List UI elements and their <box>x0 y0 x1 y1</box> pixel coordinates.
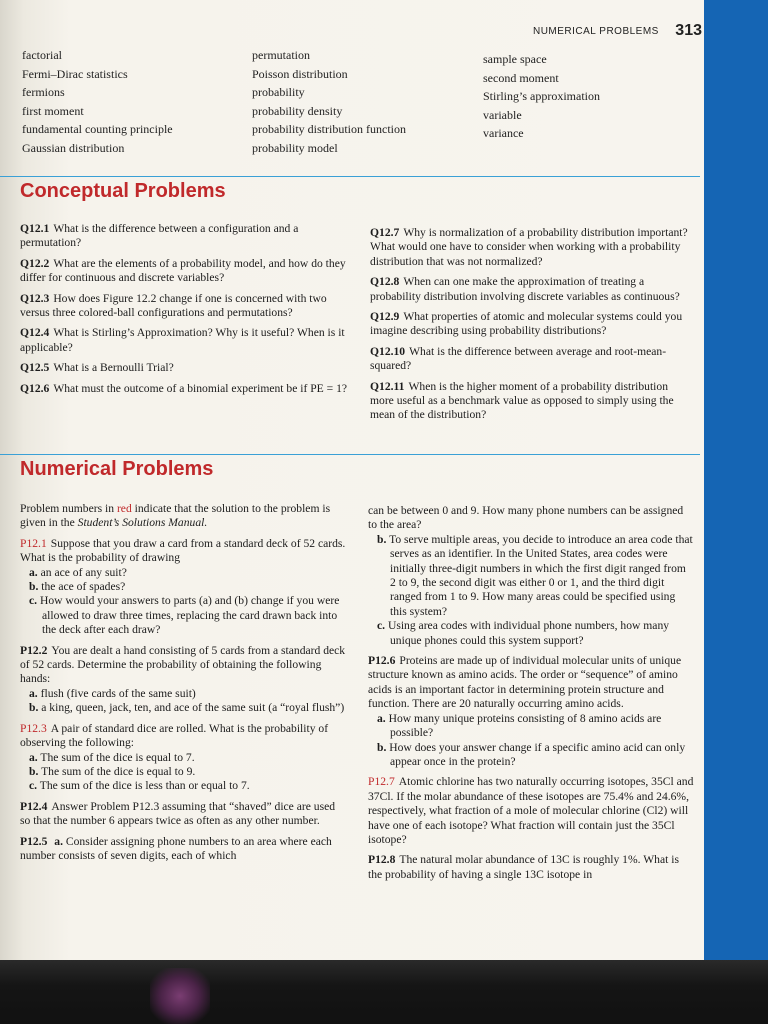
problem-p12-7: P12.7 Atomic chlorine has two naturally occurring isotopes, 35Cl and 37Cl. If the molar abundance of these isotopes are 75.4% and 24.6%, respectively, what fraction of a mole of molecular chlorine (Cl2) will have one of each isotope? What fraction will contain just the 35Cl isotope? <box>368 775 694 846</box>
problem-p12-2: P12.2 You are dealt a hand consisting of 5 cards from a standard deck of 52 cards. Determine the probability of obtaining the following hands: a. flush (five cards of the same suit) b. a king, queen, jack, ten, and ace of the same suit (a “royal flush”) <box>20 643 346 715</box>
question-item: Q12.10 What is the difference between average and root-mean-squared? <box>370 344 667 373</box>
question-item: Q12.7 Why is normalization of a probability distribution important? What would one have to consider when working with a probability distribution that was not normalized? <box>370 226 688 268</box>
page-edge-tab <box>704 0 768 960</box>
key-terms-col-2 <box>252 46 406 158</box>
problem-p12-8: P12.8 The natural molar abundance of 13C is roughly 1%. What is the probability of having a single 13C isotope in <box>368 853 679 881</box>
term: Fermi–Dirac statistics <box>22 66 128 81</box>
problem-p12-3: P12.3 A pair of standard dice are rolled. What is the probability of observing the following: a. The sum of the dice is equal to 7. b. The sum of the dice is equal to 9. c. The sum of the dice is less than or equal to 7. <box>20 721 329 793</box>
numerical-left-column <box>20 502 348 869</box>
numerical-right-column <box>368 504 694 888</box>
term: factorial <box>22 48 62 62</box>
key-terms-col-1 <box>22 46 173 158</box>
term: second moment <box>483 70 559 85</box>
term: fermions <box>22 85 65 100</box>
term: first moment <box>22 103 84 118</box>
question-item: Q12.11 When is the higher moment of a probability distribution more useful as a benchmark value as opposed to simply using the mean of the distribution? <box>370 379 674 422</box>
question-item: Q12.1 What is the difference between a configuration and a permutation? <box>20 222 299 250</box>
question-item: Q12.5 What is a Bernoulli Trial? <box>20 361 174 375</box>
page-header <box>533 22 702 40</box>
term: Poisson distribution <box>252 66 348 81</box>
term: variable <box>483 107 522 122</box>
section-divider <box>0 176 700 177</box>
question-item: Q12.3 How does Figure 12.2 change if one is concerned with two versus three colored-ball configurations and permutations? <box>20 291 327 320</box>
conceptual-right-column <box>370 226 692 429</box>
question-item: Q12.6 What must the outcome of a binomial experiment be if PE = 1? <box>20 381 348 395</box>
question-item: Q12.4 What is Stirling’s Approximation? Why is it useful? When is it applicable? <box>20 326 345 354</box>
background-surface <box>0 960 768 1024</box>
term: probability density <box>252 103 343 118</box>
problem-p12-5: P12.5 a. Consider assigning phone numbers to an area where each number consists of seven digits, each of which <box>20 834 332 862</box>
conceptual-problems-title: Conceptual Problems <box>20 180 226 202</box>
running-title: NUMERICAL PROBLEMS <box>532 25 659 37</box>
instructions-note: Problem numbers in red indicate that the solution to the problem is given in the Student’s Solutions Manual. <box>20 502 331 530</box>
problem-p12-5-continued: can be between 0 and 9. How many phone numbers can be assigned to the area? b. To serve multiple areas, you decide to introduce an area code that serves as an identifier. In the United States, area codes were initially three-digit numbers in which the first digit ranged from 2 to 9, the second digit was either 0 or 1, and the third digit ranged from 1 to 9. How many areas could be specified using this system? c. Using area codes with individual phone numbers, how many unique phones could this system support? <box>368 504 693 647</box>
term: Stirling’s approximation <box>483 89 600 104</box>
question-item: Q12.8 When can one make the approximation of treating a probability distribution involving discrete variables as continuous? <box>370 275 680 303</box>
problem-p12-4: P12.4 Answer Problem P12.3 assuming that “shaved” dice are used so that the number 6 appears twice as often as any other number. <box>20 799 336 828</box>
key-terms-col-3 <box>483 50 600 143</box>
section-divider <box>0 454 700 455</box>
term: probability model <box>252 140 338 155</box>
question-item: Q12.2 What are the elements of a probability model, and how do they differ for continuous and discrete variables? <box>20 256 346 285</box>
problem-p12-6: P12.6 Proteins are made up of individual molecular units of unique structure known as amino acids. The order or “sequence” of amino acids is an important factor in determining protein structure and function. There are 20 naturally occurring amino acids. a. How many unique proteins consisting of 8 amino acids are possible? b. How does your answer change if a specific amino acid can only appear once in the protein? <box>368 654 686 768</box>
conceptual-left-column <box>20 222 348 402</box>
term: sample space <box>483 52 547 66</box>
term: permutation <box>252 48 310 62</box>
term: probability distribution function <box>252 122 406 137</box>
term: variance <box>483 126 524 141</box>
question-item: Q12.9 What properties of atomic and molecular systems could you imagine describing using probability distributions? <box>370 310 683 338</box>
term: fundamental counting principle <box>22 122 173 137</box>
background-glow <box>150 968 210 1024</box>
term: Gaussian distribution <box>22 140 125 155</box>
problem-p12-1: P12.1 Suppose that you draw a card from a standard deck of 52 cards. What is the probability of drawing a. an ace of any suit? b. the ace of spades? c. How would your answers to parts (a) and (b) change if you were allowed to draw three times, replacing the card drawn back into the deck after each draw? <box>20 536 346 637</box>
page-number: 313 <box>675 22 702 39</box>
numerical-problems-title: Numerical Problems <box>20 458 214 480</box>
term: probability <box>252 85 305 100</box>
